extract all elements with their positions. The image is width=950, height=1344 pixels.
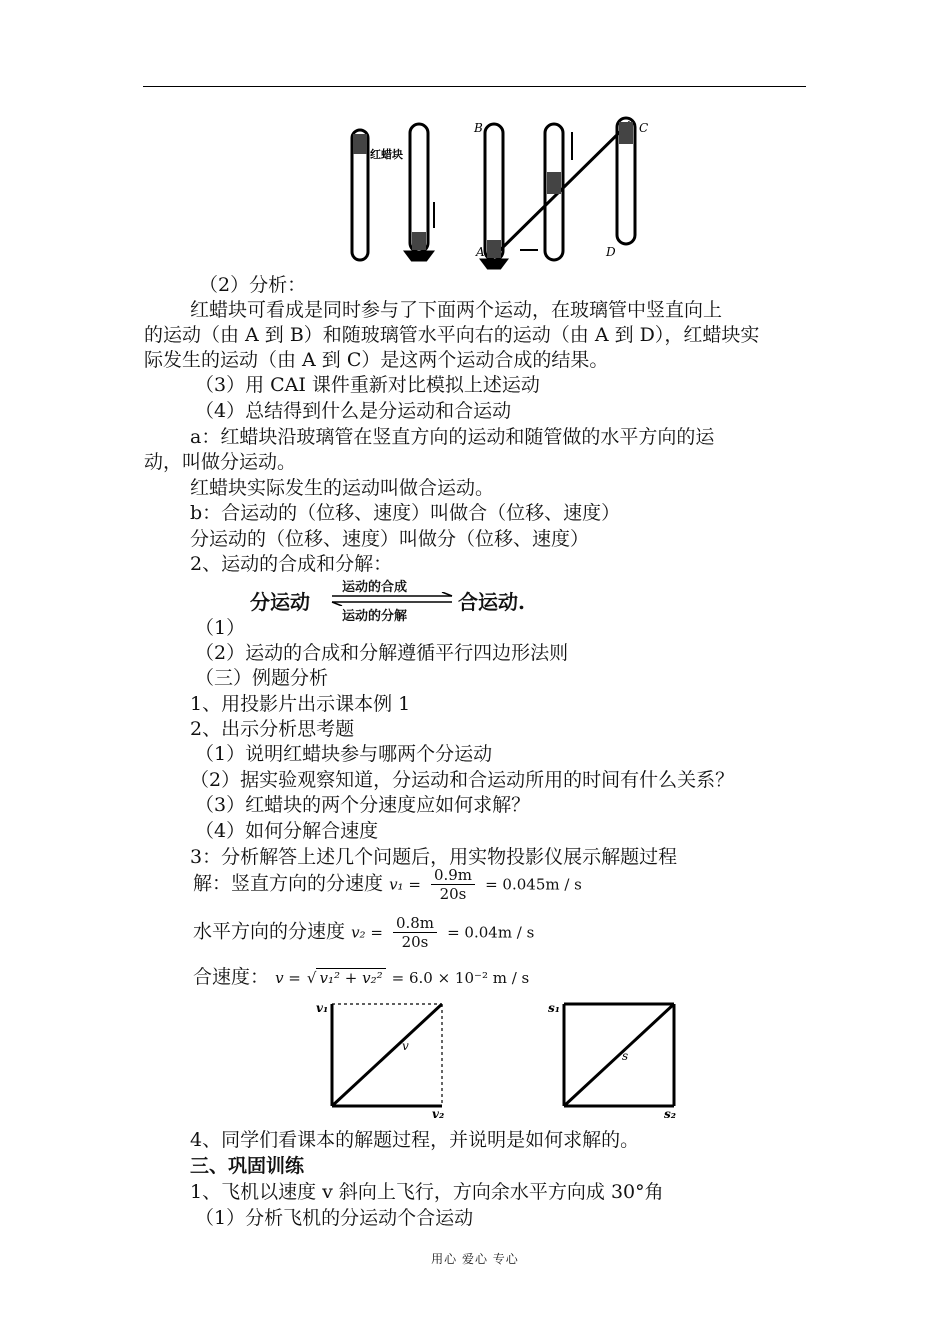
diagram-left: 分运动 (250, 590, 310, 614)
section-heading: 三、巩固训练 (190, 1155, 305, 1177)
formula-v1 (193, 866, 582, 903)
text-line: 1、用投影片出示课本例 1 (190, 693, 411, 715)
label-a: A (476, 245, 485, 259)
displacement-vector-figure (544, 996, 694, 1120)
text-line: 动，叫做分运动。 (144, 451, 297, 473)
wax-label: 红蜡块 (370, 148, 403, 161)
numerator: 0.8m (393, 914, 437, 933)
text-line: a：红蜡块沿玻璃管在竖直方向的运动和随管做的水平方向的运 (190, 426, 715, 448)
text-line: （4）如何分解合速度 (195, 820, 379, 842)
sqrt-sign: √ (306, 969, 317, 987)
diagram-top: 运动的合成 (342, 580, 408, 595)
formula-v (193, 962, 529, 989)
text-line: 2、运动的合成和分解： (190, 553, 393, 575)
formula-lhs: v = (275, 969, 301, 987)
label-s2: s₂ (664, 1107, 677, 1120)
text-line: （1） (195, 617, 246, 639)
formula-rhs: = 6.0 × 10⁻² m / s (391, 969, 530, 987)
text-line: （1）分析飞机的分运动个合运动 (195, 1207, 474, 1229)
diagram-right: 合运动. (458, 590, 525, 614)
denominator: 20s (401, 933, 429, 951)
fraction (431, 866, 475, 903)
text-line: 际发生的运动（由 A 到 C）是这两个运动合成的结果。 (144, 349, 609, 371)
fraction (393, 914, 437, 951)
label-v1: v₁ (316, 1001, 329, 1015)
label-s1: s₁ (548, 1001, 561, 1015)
composition-diagram (250, 576, 550, 622)
text-line: （2）据实验观察知道，分运动和合运动所用的时间有什么关系？ (190, 769, 735, 791)
text-line: （2）运动的合成和分解遵循平行四边形法则 (195, 642, 569, 664)
text-line: b：合运动的（位移、速度）叫做合（位移、速度） (190, 502, 621, 524)
page-footer: 用心 爱心 专心 (431, 1252, 519, 1266)
formula-lhs: v₂ = (351, 923, 383, 942)
formula-text: 水平方向的分速度 (193, 920, 346, 943)
numerator: 0.9m (431, 866, 475, 885)
header-rule (143, 86, 806, 87)
text-line: 的运动（由 A 到 B）和随玻璃管水平向右的运动（由 A 到 D），红蜡块实 (144, 324, 760, 346)
text-line: 1、飞机以速度 v 斜向上飞行，方向余水平方向成 30°角 (190, 1181, 664, 1203)
velocity-vector-figure (312, 996, 462, 1120)
label-s: s (622, 1049, 629, 1063)
text-line: 3：分析解答上述几个问题后，用实物投影仪展示解题过程 (190, 846, 678, 868)
label-d: D (606, 245, 616, 259)
formula-lhs: v₁ = (389, 875, 421, 894)
formula-text: 解：竖直方向的分速度 (193, 872, 384, 895)
sqrt-content: v₁² + v₂² (316, 968, 385, 987)
label-c: C (639, 121, 649, 135)
formula-rhs: = 0.04m / s (447, 923, 535, 942)
text-line: 红蜡块实际发生的运动叫做合运动。 (190, 477, 495, 499)
text-line: （三）例题分析 (195, 667, 329, 689)
text-line: 4、同学们看课本的解题过程，并说明是如何求解的。 (190, 1129, 640, 1151)
diagram-arrows (330, 592, 456, 606)
formula-v2 (193, 914, 534, 951)
wax-block-experiment-figure (340, 110, 660, 270)
denominator: 20s (439, 885, 467, 903)
formula-text: 合速度： (193, 966, 270, 988)
label-v2: v₂ (432, 1107, 445, 1120)
text-line: （3）红蜡块的两个分速度应如何求解？ (195, 794, 531, 816)
text-line: （3）用 CAI 课件重新对比模拟上述运动 (195, 374, 540, 396)
formula-rhs: = 0.045m / s (485, 875, 582, 894)
text-line: （4）总结得到什么是分运动和合运动 (195, 400, 512, 422)
label-v: v (402, 1039, 409, 1053)
label-b: B (474, 121, 483, 135)
text-line: （2）分析： (199, 274, 307, 296)
text-line: （1）说明红蜡块参与哪两个分运动 (195, 743, 493, 765)
text-line: 2、出示分析思考题 (190, 718, 355, 740)
text-line: 分运动的（位移、速度）叫做分（位移、速度） (190, 528, 590, 550)
text-line: 红蜡块可看成是同时参与了下面两个运动，在玻璃管中竖直向上 (190, 299, 723, 321)
diagram-bottom: 运动的分解 (342, 609, 408, 624)
